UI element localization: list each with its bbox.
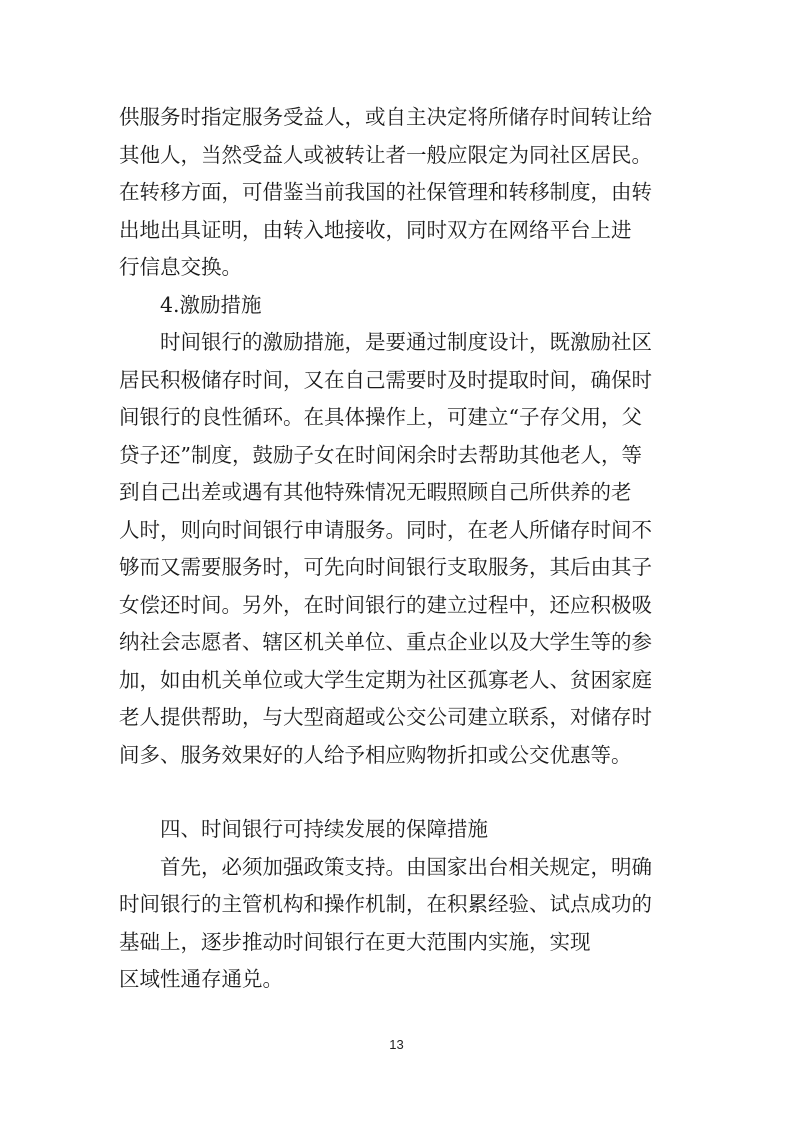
text-line: 到自己出差或遇有其他特殊情况无暇照顾自己所供养的老 (119, 480, 632, 504)
text-line: 时间银行的主管机构和操作机制，在积累经验、试点成功的 (119, 892, 652, 916)
paragraph-first-line: 首先，必须加强政策支持。由国家出台相关规定，明确 (160, 855, 652, 879)
text-line: 间银行的良性循环。在具体操作上，可建立“子存父用，父 (119, 405, 642, 429)
text-line: 其他人，当然受益人或被转让者一般应限定为同社区居民。 (119, 143, 652, 167)
text-line: 行信息交换。 (119, 255, 242, 279)
section-heading: 四、时间银行可持续发展的保障措施 (160, 817, 488, 841)
text-line: 居民积极储存时间，又在自己需要时及时提取时间，确保时 (119, 368, 652, 392)
text-line: 间多、服务效果好的人给予相应购物折扣或公交优惠等。 (119, 743, 632, 767)
text-line: 纳社会志愿者、辖区机关单位、重点企业以及大学生等的参 (119, 630, 652, 654)
text-line: 供服务时指定服务受益人，或自主决定将所储存时间转让给 (119, 105, 652, 129)
text-line: 在转移方面，可借鉴当前我国的社保管理和转移制度，由转 (119, 180, 652, 204)
text-line: 人时，则向时间银行申请服务。同时，在老人所储存时间不 (119, 518, 652, 542)
text-line: 老人提供帮助，与大型商超或公交公司建立联系，对储存时 (119, 705, 652, 729)
text-line: 区域性通存通兑。 (119, 967, 283, 991)
text-line: 贷子还”制度，鼓励子女在时间闲余时去帮助其他老人，等 (119, 443, 642, 467)
text-line: 出地出具证明，由转入地接收，同时双方在网络平台上进 (119, 218, 632, 242)
text-line: 女偿还时间。另外，在时间银行的建立过程中，还应积极吸 (119, 593, 652, 617)
paragraph-first-line: 时间银行的激励措施，是要通过制度设计，既激励社区 (160, 330, 652, 354)
text-line: 够而又需要服务时，可先向时间银行支取服务，其后由其子 (119, 555, 652, 579)
text-line: 基础上，逐步推动时间银行在更大范围内实施，实现 (119, 930, 591, 954)
section-heading: 4.激励措施 (160, 293, 262, 317)
text-line: 加，如由机关单位或大学生定期为社区孤寡老人、贫困家庭 (119, 668, 652, 692)
page-number: 13 (389, 1037, 404, 1052)
